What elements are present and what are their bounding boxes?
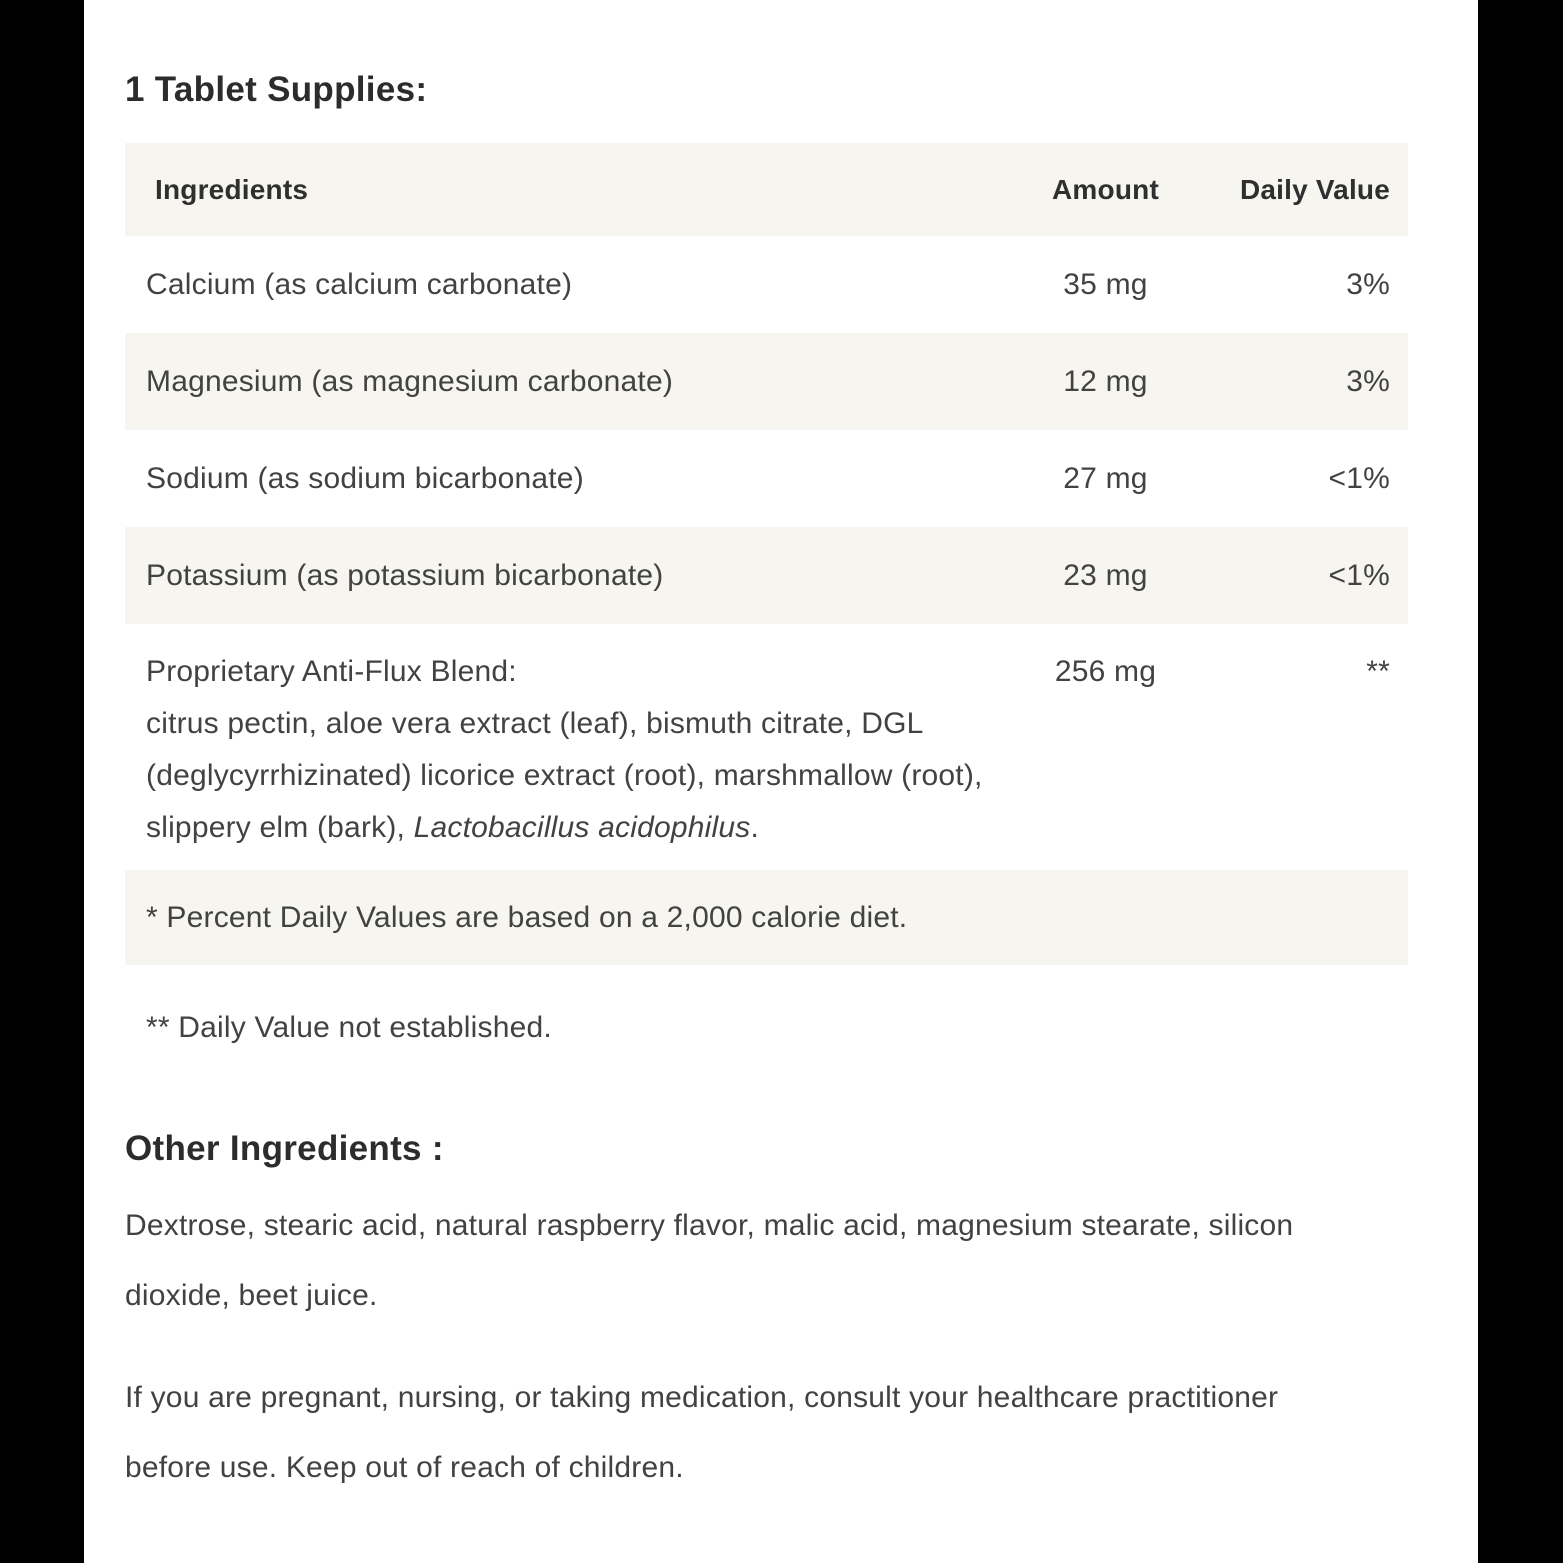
other-ingredients-heading: Other Ingredients : [125, 1129, 444, 1168]
ingredient-amount: 27 mg [1063, 461, 1148, 495]
header-daily-value: Daily Value [1239, 173, 1390, 205]
blend-ingredients-text: citrus pectin, aloe vera extract (leaf), bismuth citrate, DGL (deglycyrrhizinated) licorice extract (root), marshmallow (root), slippery elm (bark), [146, 707, 983, 844]
blend-description [125, 646, 1003, 854]
table-header-row [125, 143, 1408, 236]
percent-daily-value-footnote: * Percent Daily Values are based on a 2,000 calorie diet. [146, 900, 908, 934]
daily-value-note: ** Daily Value not established. [146, 1011, 552, 1044]
table-footnote-row [125, 870, 1408, 965]
left-black-bar [0, 0, 84, 1563]
header-amount: Amount [1052, 173, 1159, 205]
ingredient-amount: 23 mg [1063, 558, 1148, 592]
ingredient-daily-value: <1% [1328, 461, 1390, 495]
ingredient-name: Sodium (as sodium bicarbonate) [146, 461, 584, 495]
table-row-sodium [125, 430, 1408, 527]
table-row-potassium [125, 527, 1408, 624]
blend-text-period: . [750, 811, 760, 844]
table-row-magnesium [125, 333, 1408, 430]
blend-species-italic: Lactobacillus acidophilus [413, 811, 751, 844]
ingredient-daily-value: 3% [1346, 364, 1390, 398]
ingredient-name: Potassium (as potassium bicarbonate) [146, 558, 664, 592]
pregnancy-warning-text: If you are pregnant, nursing, or taking medication, consult your healthcare practitioner before use. Keep out of reach of children. [125, 1381, 1279, 1484]
ingredient-amount: 12 mg [1063, 364, 1148, 398]
right-black-bar [1478, 0, 1563, 1563]
ingredient-amount: 256 mg [1054, 655, 1157, 688]
ingredient-daily-value: ** [1366, 655, 1390, 688]
label-content [84, 70, 1478, 1503]
ingredient-name: Magnesium (as magnesium carbonate) [146, 364, 674, 398]
ingredient-daily-value: <1% [1328, 558, 1390, 592]
supplement-facts-table [125, 143, 1408, 965]
ingredient-name: Calcium (as calcium carbonate) [146, 267, 573, 301]
table-row-calcium [125, 236, 1408, 333]
header-ingredients: Ingredients [155, 173, 309, 205]
label-panel [84, 0, 1478, 1563]
table-row-proprietary-blend [125, 624, 1408, 870]
ingredient-daily-value: 3% [1346, 267, 1390, 301]
blend-name: Proprietary Anti-Flux Blend: [146, 655, 517, 688]
ingredient-amount: 35 mg [1063, 267, 1148, 301]
other-ingredients-text: Dextrose, stearic acid, natural raspberry flavor, malic acid, magnesium stearate, silicon dioxide, beet juice. [125, 1209, 1294, 1312]
page-title: 1 Tablet Supplies: [125, 70, 428, 109]
